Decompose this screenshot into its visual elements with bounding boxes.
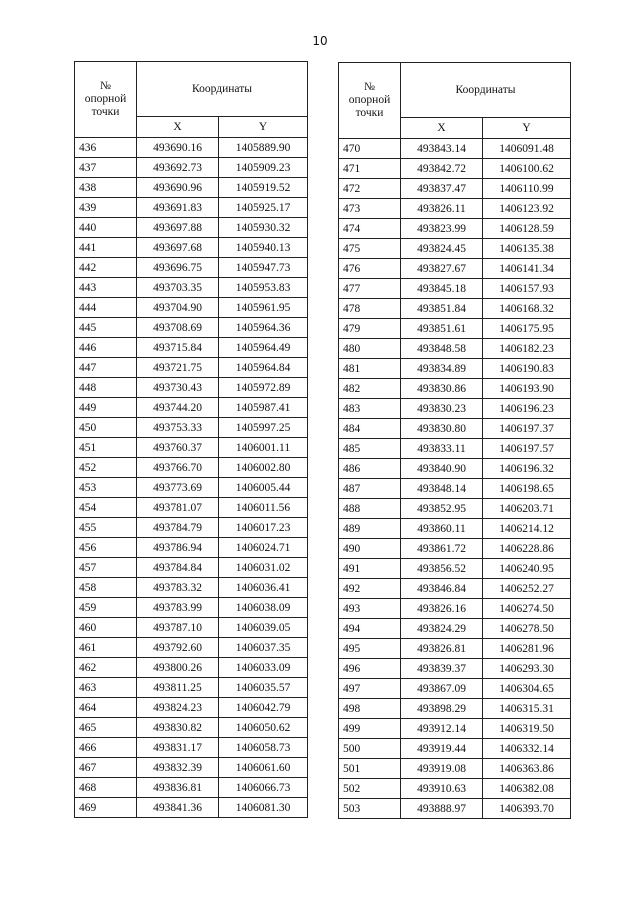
point-number-cell: 449 bbox=[75, 398, 137, 418]
y-cell: 1406197.57 bbox=[483, 439, 571, 459]
x-cell: 493833.11 bbox=[401, 439, 483, 459]
coordinates-table-left bbox=[74, 61, 308, 818]
point-number-cell: 438 bbox=[75, 178, 137, 198]
x-cell: 493690.16 bbox=[137, 138, 219, 158]
x-cell: 493867.09 bbox=[401, 679, 483, 699]
point-number-cell: 442 bbox=[75, 258, 137, 278]
table-row bbox=[75, 578, 308, 598]
table-row bbox=[339, 739, 571, 759]
point-number-cell: 455 bbox=[75, 518, 137, 538]
x-cell: 493691.83 bbox=[137, 198, 219, 218]
table-row bbox=[339, 759, 571, 779]
x-cell: 493830.82 bbox=[137, 718, 219, 738]
table-row bbox=[339, 319, 571, 339]
table-row bbox=[75, 478, 308, 498]
point-number-cell: 454 bbox=[75, 498, 137, 518]
point-number-cell: 483 bbox=[339, 399, 401, 419]
x-cell: 493784.79 bbox=[137, 518, 219, 538]
y-cell: 1406037.35 bbox=[219, 638, 308, 658]
x-header: X bbox=[401, 118, 483, 139]
y-cell: 1406315.31 bbox=[483, 699, 571, 719]
x-cell: 493800.26 bbox=[137, 658, 219, 678]
y-cell: 1405961.95 bbox=[219, 298, 308, 318]
x-cell: 493846.84 bbox=[401, 579, 483, 599]
point-number-cell: 466 bbox=[75, 738, 137, 758]
x-cell: 493831.17 bbox=[137, 738, 219, 758]
x-cell: 493861.72 bbox=[401, 539, 483, 559]
table-row bbox=[75, 238, 308, 258]
point-number-cell: 476 bbox=[339, 259, 401, 279]
y-cell: 1405972.89 bbox=[219, 378, 308, 398]
x-cell: 493910.63 bbox=[401, 779, 483, 799]
table-row bbox=[75, 598, 308, 618]
x-cell: 493827.67 bbox=[401, 259, 483, 279]
point-number-cell: 453 bbox=[75, 478, 137, 498]
table-row bbox=[339, 779, 571, 799]
table-row bbox=[339, 519, 571, 539]
y-cell: 1405889.90 bbox=[219, 138, 308, 158]
point-number-cell: 472 bbox=[339, 179, 401, 199]
y-cell: 1406066.73 bbox=[219, 778, 308, 798]
point-number-cell: 446 bbox=[75, 338, 137, 358]
x-cell: 493730.43 bbox=[137, 378, 219, 398]
table-row bbox=[339, 439, 571, 459]
point-number-cell: 501 bbox=[339, 759, 401, 779]
y-cell: 1406198.65 bbox=[483, 479, 571, 499]
table-row bbox=[339, 679, 571, 699]
y-cell: 1406005.44 bbox=[219, 478, 308, 498]
y-cell: 1406278.50 bbox=[483, 619, 571, 639]
x-cell: 493721.75 bbox=[137, 358, 219, 378]
point-number-cell: 451 bbox=[75, 438, 137, 458]
table-row bbox=[339, 619, 571, 639]
point-number-cell: 468 bbox=[75, 778, 137, 798]
point-number-cell: 493 bbox=[339, 599, 401, 619]
point-number-cell: 469 bbox=[75, 798, 137, 818]
x-cell: 493715.84 bbox=[137, 338, 219, 358]
y-cell: 1406061.60 bbox=[219, 758, 308, 778]
table-row bbox=[339, 579, 571, 599]
x-cell: 493841.36 bbox=[137, 798, 219, 818]
x-cell: 493826.11 bbox=[401, 199, 483, 219]
table-row bbox=[75, 278, 308, 298]
table-row bbox=[75, 398, 308, 418]
table-row bbox=[339, 799, 571, 819]
x-cell: 493704.90 bbox=[137, 298, 219, 318]
point-number-cell: 492 bbox=[339, 579, 401, 599]
point-number-cell: 477 bbox=[339, 279, 401, 299]
y-cell: 1406240.95 bbox=[483, 559, 571, 579]
y-cell: 1406193.90 bbox=[483, 379, 571, 399]
table-row bbox=[339, 479, 571, 499]
point-number-cell: 457 bbox=[75, 558, 137, 578]
number-word-1: опорной bbox=[84, 93, 127, 105]
table-row bbox=[75, 798, 308, 818]
y-cell: 1406024.71 bbox=[219, 538, 308, 558]
table-row bbox=[339, 659, 571, 679]
table-row bbox=[339, 359, 571, 379]
table-row bbox=[339, 599, 571, 619]
y-cell: 1406197.37 bbox=[483, 419, 571, 439]
table-row bbox=[75, 758, 308, 778]
y-cell: 1405909.23 bbox=[219, 158, 308, 178]
x-cell: 493824.29 bbox=[401, 619, 483, 639]
number-word-1: опорной bbox=[348, 94, 391, 106]
x-cell: 493860.11 bbox=[401, 519, 483, 539]
coordinates-table-right bbox=[338, 62, 571, 819]
table-row bbox=[339, 179, 571, 199]
point-number-cell: 502 bbox=[339, 779, 401, 799]
y-cell: 1405930.32 bbox=[219, 218, 308, 238]
point-number-cell: 444 bbox=[75, 298, 137, 318]
y-cell: 1406036.41 bbox=[219, 578, 308, 598]
x-cell: 493830.86 bbox=[401, 379, 483, 399]
table-row bbox=[339, 219, 571, 239]
y-cell: 1406141.34 bbox=[483, 259, 571, 279]
x-cell: 493898.29 bbox=[401, 699, 483, 719]
table-row bbox=[75, 358, 308, 378]
y-cell: 1406157.93 bbox=[483, 279, 571, 299]
table-row bbox=[339, 239, 571, 259]
table-row bbox=[75, 418, 308, 438]
table-row bbox=[75, 558, 308, 578]
y-cell: 1405987.41 bbox=[219, 398, 308, 418]
table-row bbox=[75, 438, 308, 458]
table-row bbox=[339, 339, 571, 359]
y-cell: 1406058.73 bbox=[219, 738, 308, 758]
x-cell: 493851.84 bbox=[401, 299, 483, 319]
point-number-cell: 481 bbox=[339, 359, 401, 379]
point-number-cell: 473 bbox=[339, 199, 401, 219]
table-row bbox=[75, 698, 308, 718]
table-row bbox=[339, 379, 571, 399]
y-cell: 1406190.83 bbox=[483, 359, 571, 379]
x-cell: 493919.44 bbox=[401, 739, 483, 759]
y-cell: 1406175.95 bbox=[483, 319, 571, 339]
point-number-cell: 497 bbox=[339, 679, 401, 699]
y-cell: 1405919.52 bbox=[219, 178, 308, 198]
page-number: 10 bbox=[312, 34, 328, 48]
x-cell: 493773.69 bbox=[137, 478, 219, 498]
x-cell: 493856.52 bbox=[401, 559, 483, 579]
y-header: Y bbox=[483, 118, 571, 139]
table-row bbox=[339, 639, 571, 659]
point-number-cell: 494 bbox=[339, 619, 401, 639]
y-cell: 1405925.17 bbox=[219, 198, 308, 218]
number-word-2: точки bbox=[355, 107, 384, 119]
point-number-cell: 486 bbox=[339, 459, 401, 479]
table-row bbox=[339, 719, 571, 739]
x-cell: 493826.16 bbox=[401, 599, 483, 619]
y-cell: 1406293.30 bbox=[483, 659, 571, 679]
y-cell: 1406196.23 bbox=[483, 399, 571, 419]
y-cell: 1405940.13 bbox=[219, 238, 308, 258]
x-cell: 493824.45 bbox=[401, 239, 483, 259]
x-cell: 493848.14 bbox=[401, 479, 483, 499]
table-row bbox=[75, 618, 308, 638]
y-cell: 1406214.12 bbox=[483, 519, 571, 539]
x-cell: 493830.23 bbox=[401, 399, 483, 419]
y-cell: 1406100.62 bbox=[483, 159, 571, 179]
x-cell: 493851.61 bbox=[401, 319, 483, 339]
table-row bbox=[339, 259, 571, 279]
table-row bbox=[75, 538, 308, 558]
y-cell: 1406319.50 bbox=[483, 719, 571, 739]
table-row bbox=[75, 298, 308, 318]
point-number-cell: 475 bbox=[339, 239, 401, 259]
x-cell: 493760.37 bbox=[137, 438, 219, 458]
y-cell: 1405964.49 bbox=[219, 338, 308, 358]
table-row bbox=[339, 159, 571, 179]
point-number-cell: 487 bbox=[339, 479, 401, 499]
y-cell: 1405997.25 bbox=[219, 418, 308, 438]
point-number-cell: 445 bbox=[75, 318, 137, 338]
coordinates-header: Координаты bbox=[401, 63, 571, 118]
x-cell: 493697.68 bbox=[137, 238, 219, 258]
x-cell: 493845.18 bbox=[401, 279, 483, 299]
table-row bbox=[339, 699, 571, 719]
point-number-cell: 440 bbox=[75, 218, 137, 238]
point-number-cell: 496 bbox=[339, 659, 401, 679]
x-cell: 493823.99 bbox=[401, 219, 483, 239]
x-cell: 493781.07 bbox=[137, 498, 219, 518]
x-cell: 493832.39 bbox=[137, 758, 219, 778]
y-cell: 1406081.30 bbox=[219, 798, 308, 818]
point-number-cell: 447 bbox=[75, 358, 137, 378]
number-word-2: точки bbox=[91, 106, 120, 118]
x-cell: 493912.14 bbox=[401, 719, 483, 739]
x-cell: 493848.58 bbox=[401, 339, 483, 359]
y-cell: 1406017.23 bbox=[219, 518, 308, 538]
table-row bbox=[75, 318, 308, 338]
y-cell: 1406039.05 bbox=[219, 618, 308, 638]
point-number-cell: 452 bbox=[75, 458, 137, 478]
table-row bbox=[75, 178, 308, 198]
x-cell: 493753.33 bbox=[137, 418, 219, 438]
x-cell: 493842.72 bbox=[401, 159, 483, 179]
x-cell: 493766.70 bbox=[137, 458, 219, 478]
x-cell: 493792.60 bbox=[137, 638, 219, 658]
y-cell: 1406110.99 bbox=[483, 179, 571, 199]
table-row bbox=[339, 559, 571, 579]
coordinates-header: Координаты bbox=[137, 62, 308, 117]
y-cell: 1406050.62 bbox=[219, 718, 308, 738]
point-number-cell: 471 bbox=[339, 159, 401, 179]
table-row bbox=[339, 459, 571, 479]
point-number-cell: 489 bbox=[339, 519, 401, 539]
x-cell: 493744.20 bbox=[137, 398, 219, 418]
x-cell: 493697.88 bbox=[137, 218, 219, 238]
point-number-cell: 458 bbox=[75, 578, 137, 598]
x-cell: 493824.23 bbox=[137, 698, 219, 718]
y-cell: 1406203.71 bbox=[483, 499, 571, 519]
x-header: X bbox=[137, 117, 219, 138]
y-cell: 1406382.08 bbox=[483, 779, 571, 799]
y-cell: 1405964.84 bbox=[219, 358, 308, 378]
point-number-cell: 461 bbox=[75, 638, 137, 658]
y-cell: 1406033.09 bbox=[219, 658, 308, 678]
table-row bbox=[75, 678, 308, 698]
point-number-cell: 470 bbox=[339, 139, 401, 159]
y-cell: 1406042.79 bbox=[219, 698, 308, 718]
table-row bbox=[75, 518, 308, 538]
x-cell: 493703.35 bbox=[137, 278, 219, 298]
y-header: Y bbox=[219, 117, 308, 138]
point-number-cell: 450 bbox=[75, 418, 137, 438]
point-number-cell: 443 bbox=[75, 278, 137, 298]
y-cell: 1406011.56 bbox=[219, 498, 308, 518]
y-cell: 1406135.38 bbox=[483, 239, 571, 259]
point-number-cell: 460 bbox=[75, 618, 137, 638]
y-cell: 1405953.83 bbox=[219, 278, 308, 298]
x-cell: 493783.32 bbox=[137, 578, 219, 598]
table-row bbox=[75, 198, 308, 218]
x-cell: 493919.08 bbox=[401, 759, 483, 779]
point-number-cell: 437 bbox=[75, 158, 137, 178]
y-cell: 1406091.48 bbox=[483, 139, 571, 159]
table-row bbox=[75, 158, 308, 178]
table-row bbox=[75, 138, 308, 158]
table-row bbox=[75, 338, 308, 358]
point-number-cell: 448 bbox=[75, 378, 137, 398]
point-number-cell: 495 bbox=[339, 639, 401, 659]
point-number-cell: 464 bbox=[75, 698, 137, 718]
table-row bbox=[339, 539, 571, 559]
point-number-cell: 482 bbox=[339, 379, 401, 399]
table-row bbox=[339, 299, 571, 319]
y-cell: 1406128.59 bbox=[483, 219, 571, 239]
y-cell: 1405947.73 bbox=[219, 258, 308, 278]
y-cell: 1406274.50 bbox=[483, 599, 571, 619]
table-row bbox=[75, 458, 308, 478]
table-row bbox=[75, 778, 308, 798]
point-number-header bbox=[75, 62, 137, 138]
y-cell: 1406304.65 bbox=[483, 679, 571, 699]
x-cell: 493830.80 bbox=[401, 419, 483, 439]
y-cell: 1406252.27 bbox=[483, 579, 571, 599]
number-sign: № bbox=[364, 81, 375, 93]
table-row bbox=[339, 419, 571, 439]
point-number-cell: 480 bbox=[339, 339, 401, 359]
point-number-cell: 490 bbox=[339, 539, 401, 559]
x-cell: 493888.97 bbox=[401, 799, 483, 819]
point-number-cell: 503 bbox=[339, 799, 401, 819]
y-cell: 1406038.09 bbox=[219, 598, 308, 618]
point-number-cell: 500 bbox=[339, 739, 401, 759]
x-cell: 493840.90 bbox=[401, 459, 483, 479]
x-cell: 493837.47 bbox=[401, 179, 483, 199]
table-row bbox=[339, 139, 571, 159]
point-number-cell: 499 bbox=[339, 719, 401, 739]
y-cell: 1406363.86 bbox=[483, 759, 571, 779]
y-cell: 1406196.32 bbox=[483, 459, 571, 479]
point-number-cell: 491 bbox=[339, 559, 401, 579]
table-row bbox=[75, 738, 308, 758]
point-number-cell: 441 bbox=[75, 238, 137, 258]
point-number-cell: 498 bbox=[339, 699, 401, 719]
point-number-cell: 463 bbox=[75, 678, 137, 698]
x-cell: 493786.94 bbox=[137, 538, 219, 558]
y-cell: 1406031.02 bbox=[219, 558, 308, 578]
x-cell: 493839.37 bbox=[401, 659, 483, 679]
x-cell: 493811.25 bbox=[137, 678, 219, 698]
x-cell: 493843.14 bbox=[401, 139, 483, 159]
point-number-cell: 479 bbox=[339, 319, 401, 339]
point-number-cell: 467 bbox=[75, 758, 137, 778]
table-row bbox=[339, 399, 571, 419]
x-cell: 493692.73 bbox=[137, 158, 219, 178]
y-cell: 1406168.32 bbox=[483, 299, 571, 319]
y-cell: 1406332.14 bbox=[483, 739, 571, 759]
point-number-cell: 439 bbox=[75, 198, 137, 218]
table-row bbox=[75, 258, 308, 278]
table-row bbox=[75, 378, 308, 398]
point-number-cell: 462 bbox=[75, 658, 137, 678]
point-number-cell: 456 bbox=[75, 538, 137, 558]
point-number-cell: 474 bbox=[339, 219, 401, 239]
table-row bbox=[75, 658, 308, 678]
number-sign: № bbox=[100, 80, 111, 92]
x-cell: 493783.99 bbox=[137, 598, 219, 618]
point-number-cell: 485 bbox=[339, 439, 401, 459]
x-cell: 493784.84 bbox=[137, 558, 219, 578]
y-cell: 1406035.57 bbox=[219, 678, 308, 698]
y-cell: 1406123.92 bbox=[483, 199, 571, 219]
point-number-cell: 478 bbox=[339, 299, 401, 319]
y-cell: 1406001.11 bbox=[219, 438, 308, 458]
table-row bbox=[339, 199, 571, 219]
table-row bbox=[339, 499, 571, 519]
x-cell: 493826.81 bbox=[401, 639, 483, 659]
table-row bbox=[75, 498, 308, 518]
y-cell: 1406393.70 bbox=[483, 799, 571, 819]
point-number-cell: 436 bbox=[75, 138, 137, 158]
point-number-cell: 488 bbox=[339, 499, 401, 519]
table-row bbox=[339, 279, 571, 299]
x-cell: 493787.10 bbox=[137, 618, 219, 638]
table-row bbox=[75, 718, 308, 738]
x-cell: 493696.75 bbox=[137, 258, 219, 278]
x-cell: 493834.89 bbox=[401, 359, 483, 379]
y-cell: 1406182.23 bbox=[483, 339, 571, 359]
point-number-cell: 465 bbox=[75, 718, 137, 738]
y-cell: 1406281.96 bbox=[483, 639, 571, 659]
x-cell: 493852.95 bbox=[401, 499, 483, 519]
y-cell: 1406002.80 bbox=[219, 458, 308, 478]
point-number-header bbox=[339, 63, 401, 139]
x-cell: 493690.96 bbox=[137, 178, 219, 198]
x-cell: 493708.69 bbox=[137, 318, 219, 338]
table-row bbox=[75, 218, 308, 238]
point-number-cell: 484 bbox=[339, 419, 401, 439]
table-row bbox=[75, 638, 308, 658]
y-cell: 1405964.36 bbox=[219, 318, 308, 338]
y-cell: 1406228.86 bbox=[483, 539, 571, 559]
x-cell: 493836.81 bbox=[137, 778, 219, 798]
point-number-cell: 459 bbox=[75, 598, 137, 618]
